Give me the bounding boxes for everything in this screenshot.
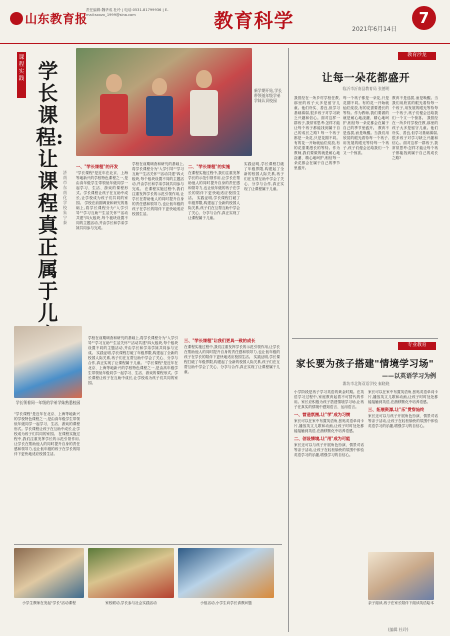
left-article-col-4 — [244, 162, 284, 330]
right-bottom-paragraph-2b: 家长可以在家中布置英语角,张贴英语单词卡片,播放英文儿歌和动画,让孩子时时处处都能接触到英语,在潜移默化中培养语感。 — [368, 390, 438, 404]
left-paragraph-2: 学校在前期调查和研究的基础上,将学长课程分为"入学引导""学习互助""生活关怀""活动共建"四大板块,每个板块设置不同的主题活动,并由学长和学弟学妹共同参与完成。 — [76, 201, 128, 230]
right-top-paragraph-2: 每一个孩子都是一朵花,只是花期不同。有的花一开始就灿烂绽放,有的花需要漫长的等待。作为教师,我们要做的就是耐心地浇灌、精心地呵护,相信每一朵花都会在属于自己的季节里盛开。 — [294, 131, 340, 170]
left-paragraph-3d: 在课程实施过程中,我们注重发挥学长的示范引领作用,让学长在帮助他人的同时提升自身的责任感和领导力,也让低年级的孩子在学长的陪伴下更快地适应校园生活。 — [184, 345, 280, 359]
right-bottom-article-subtitle: ——以英语学习为例 — [381, 373, 436, 380]
article-divider — [292, 338, 438, 339]
bottom-photo-3-caption: 小组活动,小学生向学长请教问题 — [200, 601, 252, 605]
editor-contact: 责任编辑:魏华成 杜玲 | 电话:0531-81799936 | E-mail:sxxzx_1999@sina.com — [86, 8, 169, 17]
right-bottom-paragraph-3: 家长还可以与孩子开展角色扮演、情景对话等亲子活动,让孩子在轻松愉快的氛围中体验英语学习的乐趣,增强学习的自信心。 — [294, 443, 364, 457]
left-paragraph-1c: "学长课程"是近年在北京、上海等地新兴的学校特色课程之一,是由高年级学生带领低年级同学一起学习、生活、游戏的课程形式。学长课程让孩子在互助中成长,让学校成为孩子们共同的家园。 — [88, 361, 178, 385]
classroom-photo — [76, 48, 252, 156]
column-tag-right-bottom: 专业教育 — [398, 342, 436, 350]
left-subhead-3: 三、"学长课程"让我们更具一致的成长 — [184, 338, 256, 343]
right-top-paragraph-1b: 我曾经在一所乡村学校任教,那里的孩子大多是留守儿童。他们朴实、善良,但学习基础薄弱,很多孩子对学习缺乏兴趣和信心。面对这样一群孩子,我常常思考:怎样才能让每个孩子都能找到属于自己的成长之路? — [392, 116, 438, 160]
column-tag-left: 课程实践 — [17, 52, 26, 98]
left-paragraph-4: 实践证明,学长课程打破了年级界限,构建起了全新的校园人际关系,孩子们在互帮互助中学会了关心、分享与合作,真正实现了让课程属于儿童。 — [188, 196, 240, 220]
left-paragraph-3b: 在课程实施过程中,我们注重发挥学长的示范引领作用,让学长在帮助他人的同时提升自身的责任感和领导力,也让低年级的孩子在学长的陪伴下更快地适应校园生活。 — [188, 171, 240, 200]
right-top-col-2 — [343, 96, 389, 334]
child-figure — [196, 70, 212, 88]
page-number-badge: 7 — [412, 6, 436, 30]
left-article-col-5 — [14, 412, 80, 542]
bottom-photo-3 — [178, 548, 274, 598]
left-paragraph-3c: 在课程实施过程中,我们注重发挥学长的示范引领作用,让学长在帮助他人的同时提升自身的责任感和领导力,也让低年级的孩子在学长的陪伴下更快地适应校园生活。 — [14, 432, 80, 456]
right-top-paragraph-3b: 教育不是选拔,而是唤醒。当我们用欣赏的眼光看待每一个孩子,用发展的眼光等待每一个孩子,孩子们便会还给我们一个又一个惊喜。 — [392, 96, 438, 120]
right-top-paragraph-3: 教育不是选拔,而是唤醒。当我们用欣赏的眼光看待每一个孩子,用发展的眼光等待每一个孩子,孩子们便会还给我们一个又一个惊喜。 — [343, 126, 389, 155]
right-top-article-byline: 临沂市沂南县教育局 张德明 — [342, 86, 390, 91]
left-paragraph-4d: 实践证明,学长课程打破了年级界限,构建起了全新的校园人际关系,孩子们在互帮互助中学会了关心、分享与合作,真正实现了让课程属于儿童。 — [184, 355, 280, 374]
left-paragraph-2c: 学校在前期调查和研究的基础上,将学长课程分为"入学引导""学习互助""生活关怀""活动共建"四大板块,每个板块设置不同的主题活动,并由学长和学弟学妹共同参与完成。 — [88, 336, 178, 355]
bottom-photo-1-caption: 小学生教师在发起"学长"活动课程 — [22, 601, 76, 605]
section-title: 教育科学 — [214, 10, 295, 32]
right-bottom-paragraph-3b: 家长还可以与孩子开展角色扮演、情景对话等亲子活动,让孩子在轻松愉快的氛围中体验英语学习的乐趣,增强学习的自信心。 — [368, 414, 438, 428]
left-article-col-3 — [188, 162, 240, 330]
right-top-paragraph-1: 我曾经在一所乡村学校任教,那里的孩子大多是留守儿童。他们朴实、善良,但学习基础薄弱,很多孩子对学习缺乏兴趣和信心。面对这样一群孩子,我常常思考:怎样才能让每个孩子都能找到属于自己的成长之路? — [294, 96, 340, 135]
bottom-photo-2-caption: 家校联动,学长参与社会实践活动 — [105, 601, 157, 605]
left-paragraph-1b: "学长课程"是近年在北京、上海等地新兴的学校特色课程之一,是由高年级学生带领低年级同学一起学习、生活、游戏的课程形式。学长课程让孩子在互助中成长,让学校成为孩子们共同的家园。 — [14, 412, 80, 436]
left-paragraph-3: 在课程实施过程中,我们注重发挥学长的示范引领作用,让学长在帮助他人的同时提升自身的责任感和领导力,也让低年级的孩子在学长的陪伴下更快地适应校园生活。 — [132, 187, 184, 216]
left-article-byline: 济南市东南化学校 朱宁泰 — [63, 170, 67, 225]
child-figure — [152, 78, 167, 95]
column-tag-right-top: 教育沙龙 — [398, 52, 436, 60]
school-activity-photo — [14, 326, 82, 398]
left-paragraph-4b: 实践证明,学长课程打破了年级界限,构建起了全新的校园人际关系,孩子们在互帮互助中学会了关心、分享与合作,真正实现了让课程属于儿童。 — [244, 162, 284, 191]
left-article-title: 学长课程:让课程真正属于儿 — [36, 59, 64, 325]
child-figure — [106, 74, 122, 92]
right-top-paragraph-2b: 每一个孩子都是一朵花,只是花期不同。有的花一开始就灿烂绽放,有的花需要漫长的等待。作为教师,我们要做的就是耐心地浇灌、精心地呵护,相信每一朵花都会在属于自己的季节里盛开。 — [343, 96, 389, 130]
classroom-photo-caption: 新学期开始,学长带领低年级学弟学妹认识校园 — [254, 88, 282, 103]
right-top-article-title: 让每一朵花都盛开 — [322, 72, 410, 84]
right-bottom-subhead-3: 三、拓展资源,让"乐"贯穿始终 — [368, 407, 425, 412]
newspaper-logo — [10, 10, 88, 27]
left-article-col-2 — [132, 162, 184, 330]
right-top-col-3 — [392, 96, 438, 334]
right-bottom-paragraph-1: 小学阶段是孩子学习英语的黄金时期。在英语学习过程中,家庭教育起着不可替代的作用。家长应积极为孩子搭建情境学习场,让孩子在真实的情境中感知语言、运用语言。 — [294, 390, 364, 409]
newspaper-name: 山东教育报 — [25, 12, 88, 26]
right-bottom-article-title: 家长要为孩子搭建"情境学习场" — [296, 359, 434, 370]
right-bottom-subhead-1: 一、营造氛围,让"学"成为习惯 — [294, 412, 351, 417]
editor-credit: (编辑 杜玲) — [388, 627, 409, 632]
left-paragraph-4c: 实践证明,学长课程打破了年级界限,构建起了全新的校园人际关系,孩子们在互帮互助中学会了关心、分享与合作,真正实现了让课程属于儿童。 — [88, 351, 178, 365]
masthead — [0, 0, 450, 44]
logo-badge-icon — [10, 12, 23, 25]
child-figure — [190, 90, 218, 136]
column-divider — [288, 48, 289, 632]
right-bottom-col-2 — [368, 390, 438, 548]
child-figure — [146, 96, 173, 136]
right-bottom-col-1 — [294, 390, 364, 626]
bottom-photo-1 — [14, 548, 84, 598]
left-paragraph-2b: 学校在前期调查和研究的基础上,将学长课程分为"入学引导""学习互助""生活关怀""活动共建"四大板块,每个板块设置不同的主题活动,并由学长和学弟学妹共同参与完成。 — [132, 162, 184, 191]
left-article-col-6 — [88, 336, 178, 542]
parent-child-photo — [368, 552, 434, 600]
bottom-photo-2 — [88, 548, 174, 598]
school-activity-caption: 学长领着同一年级的学弟学妹熟悉校园 — [15, 400, 81, 405]
right-bottom-article-byline: 潍坊市北海双语学校 秦晓晓 — [342, 381, 390, 386]
child-figure — [100, 94, 128, 134]
publication-date: 2021年6月14日 — [352, 26, 397, 33]
left-subhead-2: 二、"学长课程"的实施 — [188, 164, 231, 169]
photo-row-divider — [14, 544, 282, 545]
right-top-col-1 — [294, 96, 340, 334]
parent-child-photo-caption: 亲子阅读,孩子在家长陪伴下阅读英语绘本 — [368, 601, 434, 605]
right-bottom-subhead-2: 二、创设情境,让"用"成为可能 — [294, 436, 351, 441]
left-subhead-1: 一、"学长课程"的开发 — [76, 164, 119, 169]
left-article-col-7 — [184, 336, 280, 542]
left-article-col-1 — [76, 162, 128, 330]
right-bottom-paragraph-2: 家长可以在家中布置英语角,张贴英语单词卡片,播放英文儿歌和动画,让孩子时时处处都能接触到英语,在潜移默化中培养语感。 — [294, 419, 364, 433]
left-paragraph-1: "学长课程"是近年在北京、上海等地新兴的学校特色课程之一,是由高年级学生带领低年级同学一起学习、生活、游戏的课程形式。学长课程让孩子在互助中成长,让学校成为孩子们共同的家园。 — [76, 171, 128, 205]
